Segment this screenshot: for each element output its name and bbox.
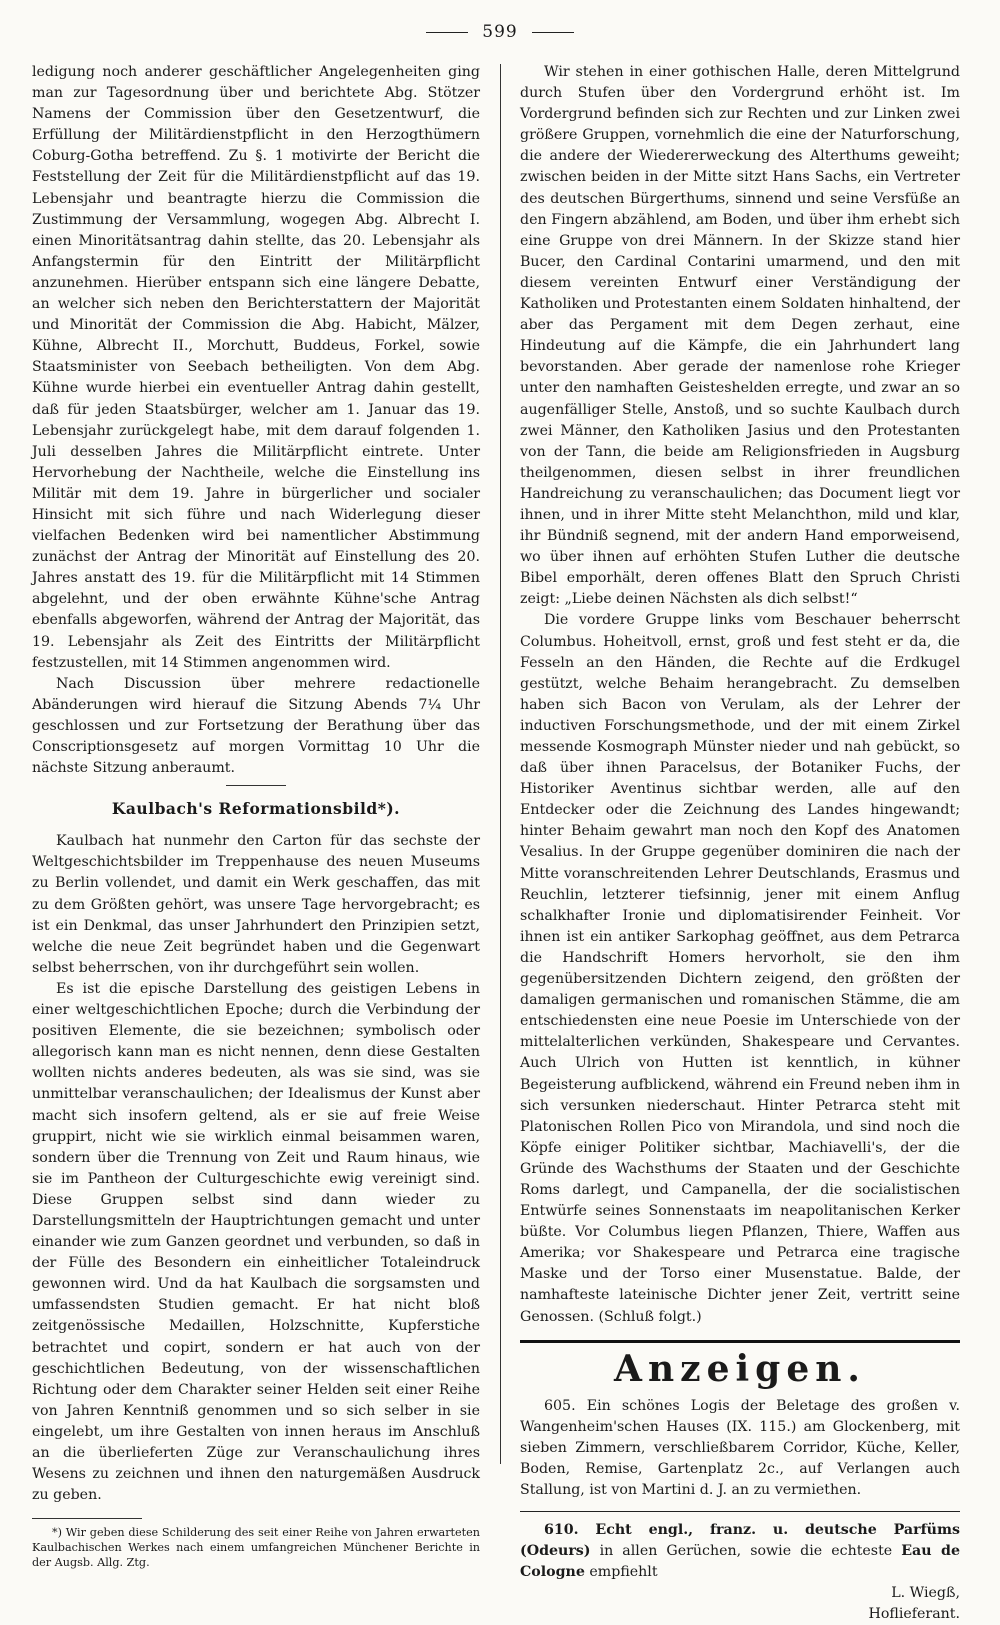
footnote-rule	[32, 1518, 142, 1519]
ad-610-signature-name: L. Wiegß,	[891, 1584, 960, 1601]
session-close-paragraph: Nach Discussion über mehrere redactionelle Abänderungen wird hierauf die Sitzung Abends 7¼ Uhr geschlossen und zur Fortsetzung der Berathung über das Conscriptionsgesetz auf morgen Vormittag 10 Uhr die nächste Sitzung anberaumt.	[32, 675, 480, 777]
article-paragraph-1: Kaulbach hat nunmehr den Carton für das sechste der Weltgeschichtsbilder im Treppenhause des neuen Museums zu Berlin vollendet, und damit ein Werk geschaffen, das mit zu dem Größten gehört, was unsere Tage hervorgebracht; es ist ein Denkmal, das unser Jahrhundert den Prinzipien setzt, welche die neue Zeit begründet haben und die Gegenwart selbst beherrschen, von ihr durchgeführt sein wollen.	[32, 833, 480, 976]
ad-610-signature-title: Hoflieferant.	[868, 1605, 960, 1622]
right-column	[520, 62, 960, 1625]
left-column	[32, 62, 480, 1570]
ad-605-text: 605. Ein schönes Logis der Beletage des großen v. Wangenheim'schen Hauses (IX. 115.) am Glockenberg, mit sieben Zimmern, verschließbarem Corridor, Küche, Keller, Boden, Remise, Gartenplatz 2c., auf Verlangen auch Stallung, ist von Martini d. J. an zu vermiethen.	[520, 1397, 960, 1498]
article-paragraph-2: Es ist die epische Darstellung des geistigen Lebens in einer weltgeschichtlichen Epoche; durch die Verbindung der positiven Elemente, die sie bezeichnen; symbolisch oder allegorisch kann man es nicht nennen, denn diese Gestalten wollten nichts anderes bedeuten, als was sie sind, was sie unmittelbar veranschaulichen; der Idealismus der Kunst aber macht sich insofern geltend, als er sie auf freie Weise gruppirt, nicht wie sie wirklich einmal beisammen waren, sondern über die Trennung von Zeit und Raum hinaus, wie sie im Pantheon der Culturgeschichte ewig vereinigt sind. Diese Gruppen selbst sind dann wieder zu Darstellungsmitteln der Hauptrichtungen gemacht und unter einander wie zum Ganzen geordnet und verbunden, so daß in der Fülle des Besondern ein einheitlicher Totaleindruck gewonnen wird. Und da hat Kaulbach die sorgsamsten und umfassendsten Studien gemacht. Er hat nicht bloß zeitgenössische Medaillen, Holzschnitte, Kupferstiche betrachtet und copirt, sondern er hat auch von der geschichtlichen Bedeutung, von der wissenschaftlichen Richtung oder dem Charakter seiner Helden seit einer Reihe von Jahren Kenntniß genommen und so sich selber in sie eingelebt, um ihre Gestalten von innen heraus im Anschluß an die überlieferten Züge zur Veranschaulichung ihres Wesens zu zeichnen und ihnen den naturgemäßen Ausdruck zu geben.	[32, 980, 480, 1504]
ad-610-mid: in allen Gerüchen, sowie die echteste	[590, 1542, 902, 1559]
ads-top-rule	[520, 1340, 960, 1343]
section-separator	[226, 785, 286, 786]
ad-610-tail: empfiehlt	[584, 1563, 658, 1580]
ads-heading: Anzeigen.	[614, 1347, 866, 1390]
article-paragraph-4: Die vordere Gruppe links vom Beschauer beherrscht Columbus. Hoheitvoll, ernst, groß und fest steht er da, die Fesseln an den Händen, die Rechte auf die Erdkugel gestützt, welche Behaim herangebracht. Zu demselben haben sich Bacon von Verulam, als der Lehrer der inductiven Forschungsmethode, und der mit einem Zirkel messende Kosmograph Münster nieder und nah gebückt, so daß über ihnen Paracelsus, der Botaniker Fuchs, der Historiker Aventinus sichtbar werden, alle auf den Entdecker oder die Zeichnung des Landes hingewandt; hinter Behaim gewahrt man noch den Kopf des Anatomen Vesalius. In der Gruppe gegenüber dominiren die nach der Mitte voranschreitenden Lehrer Deutschlands, Erasmus und Reuchlin, letzterer tiefsinnig, jener mit einem Anflug schalkhafter Ironie und diplomatisirender Feinheit. Vor ihnen ist ein antiker Sarkophag geöffnet, aus dem Petrarca die Handschrift Homers hervorholt, sie den ihm gegenübersitzenden Dichtern zeigend, den größten der damaligen germanischen und romanischen Stämme, die am entschiedensten eine neue Poesie im Unterschiede von der mittelalterlichen verkünden, Shakespeare und Cervantes. Auch Ulrich von Hutten ist kenntlich, in kühner Begeisterung aufblickend, während ein Freund neben ihm in sich versunken niederschaut. Hinter Petrarca steht mit Platonischen Rollen Pico von Mirandola, und sind noch die Köpfe einiger Politiker sichtbar, Machiavelli's, der die Gründe des Wachsthums der Staaten und der Geschichte Roms darlegt, und Campanella, der die socialistischen Entwürfe seines Sonnenstaats im neapolitanischen Kerker büßte. Vor Columbus liegen Pflanzen, Thiere, Waffen aus Amerika; vor Shakespeare und Petrarca eine tragische Maske und der Torso einer Musenstatue. Balde, der namhafteste lateinische Dichter jener Zeit, vertritt seine Genossen. (Schluß folgt.)	[520, 612, 960, 1325]
ad-610-lead: 610. Echt engl., franz. u. deutsche Parfüms (Odeurs)	[520, 1521, 960, 1559]
ad-605	[520, 1396, 960, 1501]
ads-divider	[520, 1511, 960, 1512]
ad-610-text	[520, 1520, 960, 1583]
header-dash-left	[426, 32, 468, 33]
column-divider	[500, 64, 501, 1464]
ad-610-product: Eau de Cologne	[520, 1542, 960, 1580]
page-number: 599	[482, 22, 518, 42]
footnote: *) Wir geben diese Schilderung des seit einer Reihe von Jahren erwarteten Kaulbachischen Werkes nach einem umfangreichen Münchener Berichte in der Augsb. Allg. Ztg.	[32, 1526, 480, 1570]
ad-610	[520, 1520, 960, 1625]
article-title: Kaulbach's Reformationsbild*).	[111, 799, 401, 819]
header-dash-right	[532, 32, 574, 33]
parliament-report-paragraph: ledigung noch anderer geschäftlicher Angelegenheiten ging man zur Tagesordnung über und berichtete Abg. Stötzer Namens der Commission über den Gesetzentwurf, die Erfüllung der Militärdienstpflicht in den Herzogthümern Coburg-Gotha betreffend. Zu §. 1 motivirte der Bericht die Feststellung der Zeit für die Militärdienstpflicht auf das 19. Lebensjahr und beantragte hierzu die Commission die Zustimmung der Versammlung, wogegen Abg. Albrecht I. einen Minoritätsantrag dahin stellte, das 20. Lebensjahr als Anfangstermin für den Eintritt der Militärpflicht anzunehmen. Hierüber entspann sich eine längere Debatte, an welcher sich neben den Berichterstattern der Majorität und Minorität der Commission die Abg. Habicht, Mälzer, Kühne, Albrecht II., Morchutt, Buddeus, Forkel, sowie Staatsminister von Seebach betheiligten. Von dem Abg. Kühne wurde hierbei ein eventueller Antrag dahin gestellt, daß für jeden Staatsbürger, welcher am 1. Januar das 19. Lebensjahr zurückgelegt habe, mit dem darauf folgenden 1. Juli desselben Jahres die Militärpflicht eintrete. Unter Hervorhebung der Nachtheile, welche die Einstellung ins Militär mit dem 19. Jahre in bürgerlicher und socialer Hinsicht mit sich führe und nach Widerlegung dieser vielfachen Bedenken wird bei namentlicher Abstimmung zunächst der Antrag der Minorität auf Einstellung des 20. Jahres anstatt des 19. für die Militärpflicht mit 14 Stimmen abgelehnt, und der oben erwähnte Kühne'sche Antrag ebenfalls abgeworfen, während der Antrag der Majorität, das 19. Lebensjahr als Zeit des Eintritts der Militärpflicht festzustellen, mit 14 Stimmen angenommen wird.	[32, 64, 480, 671]
article-paragraph-3: Wir stehen in einer gothischen Halle, deren Mittelgrund durch Stufen über den Vordergrund erhöht ist. Im Vordergrund befinden sich zur Rechten und zur Linken zwei größere Gruppen, vornehmlich die eine der Naturforschung, die andere der Wiedererweckung des Alterthums geweiht; zwischen beiden in der Mitte sitzt Hans Sachs, ein Vertreter des deutschen Bürgerthums, sinnend und seine Versfüße an den Fingern abzählend, am Boden, und über ihm erhebt sich eine Gruppe von drei Männern. In der Skizze stand hier Bucer, den Cardinal Contarini umarmend, und den mit diesem vereinten Entwurf einer Verständigung der Katholiken und Protestanten einem Soldaten hinhaltend, der aber das Pergament mit dem Degen zerhaut, eine Hindeutung auf die Kämpfe, die ein Jahrhundert lang bevorstanden. Aber gerade der namenlose rohe Krieger unter den namhaften Geisteshelden erregte, und zwar an so augenfälliger Stelle, Anstoß, und so suchte Kaulbach durch zwei Männer, den Katholiken Jasius und den Protestanten von der Tann, die beide am Religionsfrieden in Augsburg theilgenommen, diesen selbst in ihrer freundlichen Handreichung zu veranschaulichen; das Document liegt vor ihnen, und in ihrer Mitte steht Melanchthon, mild und klar, ihr Bündniß segnend, mit der andern Hand emporweisend, wo über ihnen auf erhöhten Stufen Luther die deutsche Bibel emporhält, deren offenes Blatt den Spruch Christi zeigt: „Liebe deinen Nächsten als dich selbst!“	[520, 64, 960, 608]
page-number-header	[0, 22, 1000, 42]
